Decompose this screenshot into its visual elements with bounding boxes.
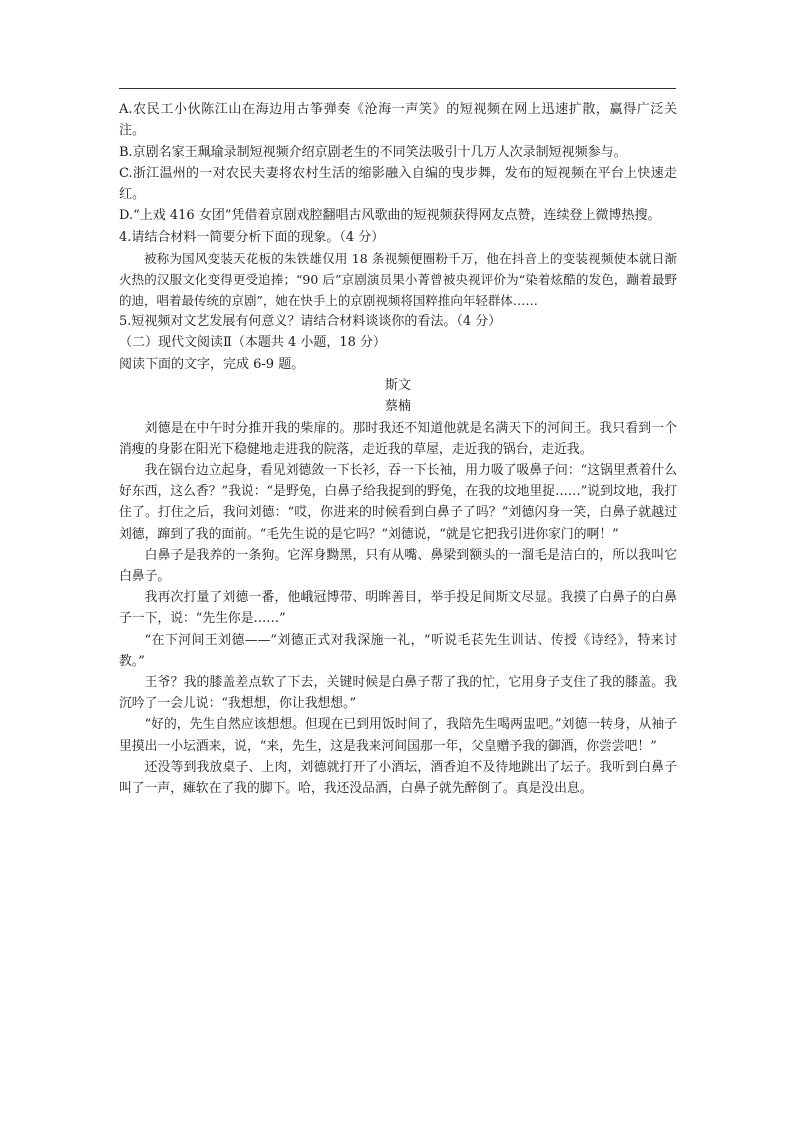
article-paragraph: 我再次打量了刘德一番，他峨冠博带、明眸善目，举手投足间斯文尽显。我摸了白鼻子的白鼻子一下，说：“先生你是……” xyxy=(119,590,677,627)
question-4-material: 被称为国风变装天花板的朱铁雄仅用 18 条视频便圈粉千万，他在抖音上的变装视频使本就日渐火热的汉服文化变得更受追捧；“90 后”京剧演员果小菁曾被央视评价为“染着炫酷的发色，蹦着最野的迪，唱着最传统的京剧”，她在快手上的京剧视频将国粹推向年轻群体…… xyxy=(119,251,677,309)
option-d: D.“上戏 416 女团”凭借着京剧戏腔翻唱古风歌曲的短视频获得网友点赞，连续登上微博热搜。 xyxy=(119,208,661,224)
question-4-prompt: 4.请结合材料一简要分析下面的现象。（4 分） xyxy=(119,229,385,245)
option-c: C.浙江温州的一对农民夫妻将农村生活的缩影融入自编的曳步舞，发布的短视频在平台上快速走红。 xyxy=(119,165,677,203)
option-b: B.京剧名家王珮瑜录制短视频介绍京剧老生的不同笑法吸引十几万人次录制短视频参与。 xyxy=(119,144,627,160)
article-paragraph: 白鼻子是我养的一条狗。它浑身黝黑，只有从嘴、鼻梁到额头的一溜毛是洁白的，所以我叫它白鼻子。 xyxy=(119,547,677,584)
article-paragraph: “在下河间王刘德——”刘德正式对我深施一礼，“听说毛苌先生训诂、传授《诗经》，特来讨教。” xyxy=(119,632,677,669)
article-paragraph: 还没等到我放桌子、上肉，刘德就打开了小酒坛，酒香迫不及待地跳出了坛子。我听到白鼻子叫了一声，瘫软在了我的脚下。哈，我还没品酒，白鼻子就先醉倒了。真是没出息。 xyxy=(119,759,677,797)
article-title: 斯文 xyxy=(384,377,411,393)
article-paragraph: 我在锅台边立起身，看见刘德敛一下长衫，吞一下长袖，用力吸了吸鼻子问：“这锅里煮着什么好东西，这么香？”我说：“是野兔，白鼻子给我捉到的野兔，在我的坟地里捉……”说到坟地，我打住了。打住之后，我问刘德：“哎，你进来的时候看到白鼻子了吗？”刘德闪身一笑，白鼻子就越过刘德，蹿到了我的面前。“毛先生说的是它吗？”刘德说，“就是它把我引进你家门的啊！” xyxy=(119,462,677,542)
section-instruction: 阅读下面的文字，完成 6-9 题。 xyxy=(119,356,305,372)
option-a: A.农民工小伙陈江山在海边用古筝弹奏《沧海一声笑》的短视频在网上迅速扩散，赢得广泛关注。 xyxy=(119,102,677,139)
article-author: 蔡楠 xyxy=(384,399,411,415)
article-paragraph: “好的，先生自然应该想想。但现在已到用饭时间了，我陪先生喝两盅吧。”刘德一转身，从袖子里摸出一小坛酒来，说，“来，先生，这是我来河间国那一年，父皇赠予我的御酒，你尝尝吧！” xyxy=(119,717,677,754)
question-5-prompt: 5.短视频对文艺发展有何意义？请结合材料谈谈你的看法。（4 分） xyxy=(119,314,502,330)
article-paragraph: 王爷？我的膝盖差点软了下去，关键时候是白鼻子帮了我的忙，它用身子支住了我的膝盖。我沉吟了一会儿说：“我想想，你让我想想。” xyxy=(119,675,677,712)
header-rule xyxy=(119,88,676,89)
article-paragraph: 刘德是在中午时分推开我的柴扉的。那时我还不知道他就是名满天下的河间王。我只看到一个消瘦的身影在阳光下稳健地走进我的院落，走近我的草屋，走近我的锅台，走近我。 xyxy=(119,420,677,457)
exam-page xyxy=(119,99,677,799)
section-heading: （二）现代文阅读Ⅱ（本题共 4 小题，18 分） xyxy=(119,335,387,351)
